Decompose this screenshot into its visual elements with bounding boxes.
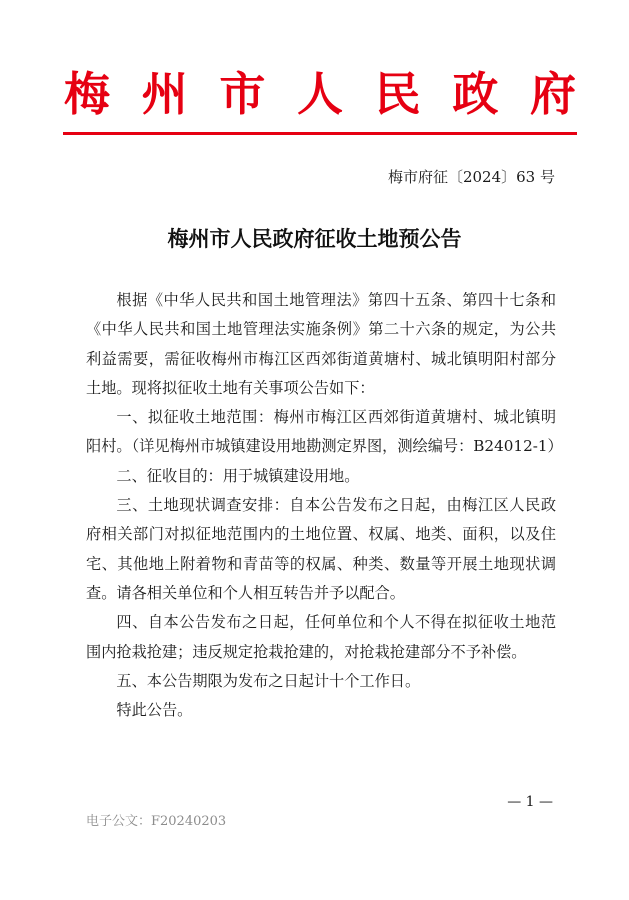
masthead: 梅州市人民政府 (64, 67, 576, 121)
document-title: 梅州市人民政府征收土地预公告 (167, 226, 462, 251)
paragraph-survey: 三、土地现状调查安排：自本公告发布之日起，由梅江区人民政府相关部门对拟征地范围内的土地位置、权属、地类、面积，以及住宅、其他地上附着物和青苗等的权属、种类、数量等开展土地现状调查。请各相关单位和个人相互转告并予以配合。 (86, 496, 556, 602)
paragraph-scope: 一、拟征收土地范围：梅州市梅江区西郊街道黄塘村、城北镇明阳村。（详见梅州市城镇建设用地勘测定界图，测绘编号：B24012-1） (86, 408, 563, 456)
electronic-document-id: 电子公文：F20240203 (86, 814, 227, 829)
page-number: — 1 — (507, 794, 553, 810)
paragraph-period: 五、本公告期限为发布之日起计十个工作日。 (116, 671, 421, 690)
document-body (86, 286, 563, 725)
paragraph-closing: 特此公告。 (116, 701, 193, 720)
paragraph-prohibition: 四、自本公告发布之日起，任何单位和个人不得在拟征收土地范围内抢栽抢建；违反规定抢栽抢建的，对抢栽抢建部分不予补偿。 (86, 613, 556, 661)
document-number: 梅市府征〔2024〕63 号 (387, 168, 555, 186)
red-divider (63, 132, 577, 135)
paragraph-purpose: 二、征收目的：用于城镇建设用地。 (116, 466, 360, 485)
paragraph-preamble: 根据《中华人民共和国土地管理法》第四十五条、第四十七条和《中华人民共和国土地管理法实施条例》第二十六条的规定，为公共利益需要，需征收梅州市梅江区西郊街道黄塘村、城北镇明阳村部分土地。现将拟征收土地有关事项公告如下： (86, 291, 556, 397)
